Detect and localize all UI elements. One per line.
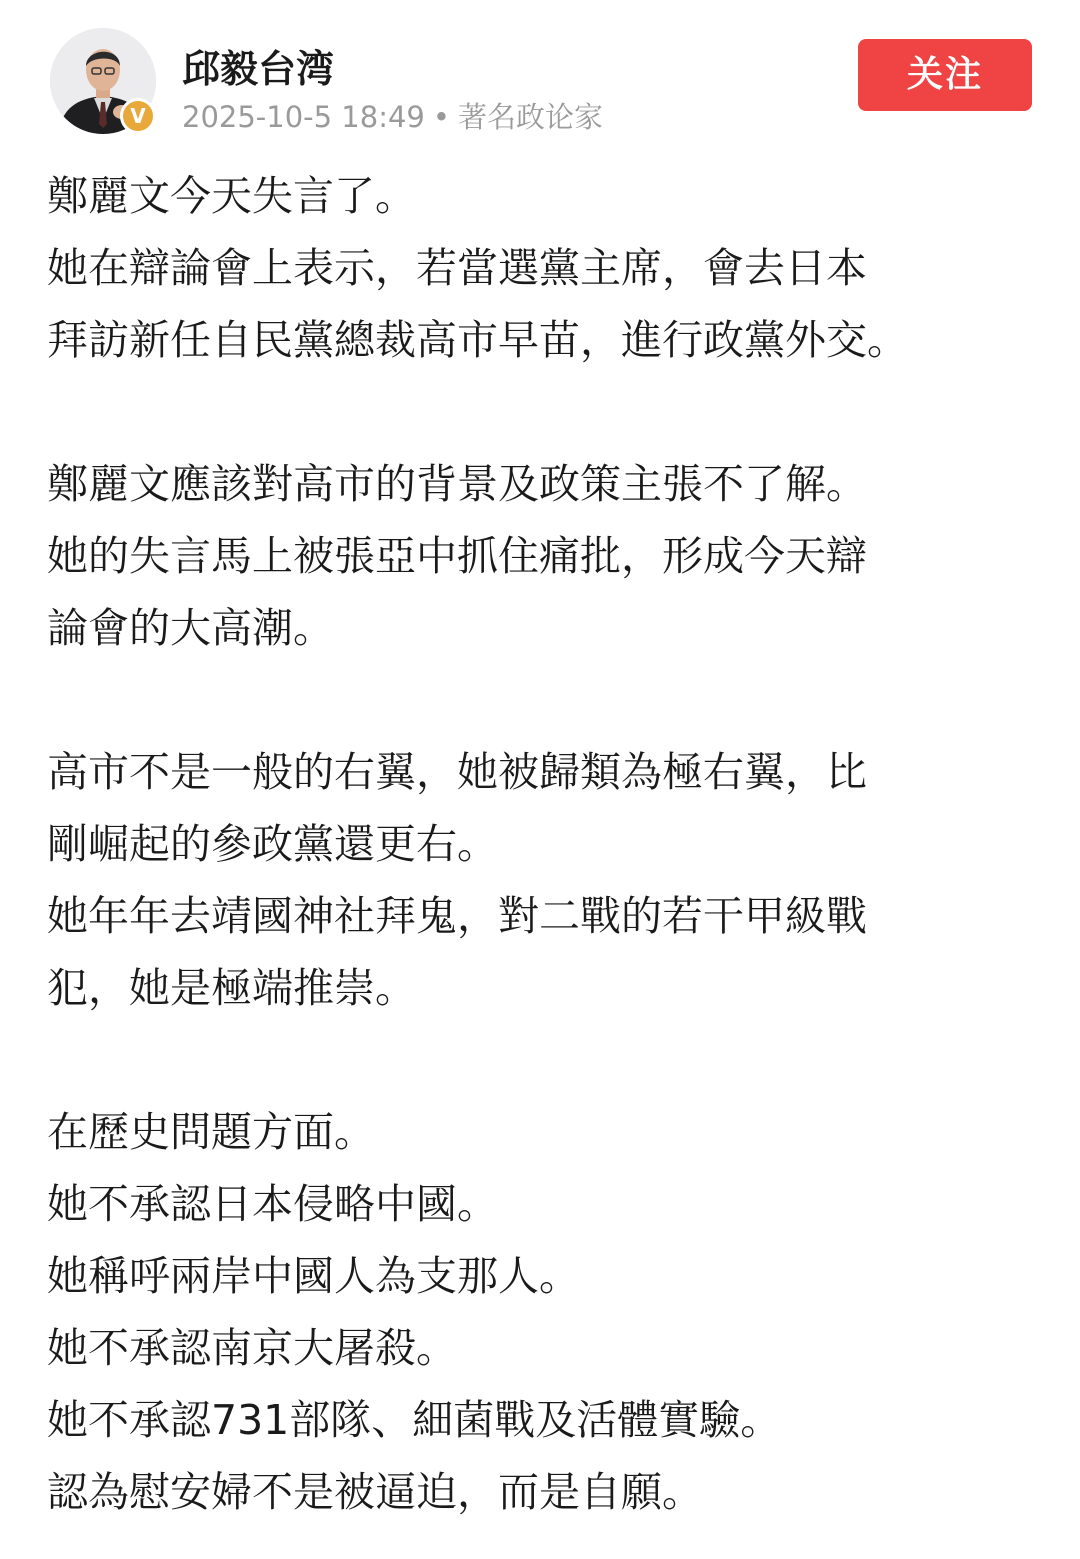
post-line: 拜訪新任自民黨總裁高市早苗，進行政黨外交。 — [47, 316, 908, 364]
post-line: 她年年去靖國神社拜鬼，對二戰的若干甲級戰 — [47, 892, 867, 940]
post-line: 鄭麗文應該對高市的背景及政策主張不了解。 — [47, 460, 867, 508]
post-line: 犯，她是極端推崇。 — [47, 964, 416, 1012]
post-line: 她稱呼兩岸中國人為支那人。 — [47, 1252, 580, 1300]
post-line: 在歷史問題方面。 — [47, 1108, 375, 1156]
post-line: 論會的大高潮。 — [47, 604, 334, 652]
post-line: 鄭麗文今天失言了。 — [47, 172, 416, 220]
post-body — [47, 160, 1057, 1528]
verified-badge-icon: V — [120, 98, 156, 134]
author-avatar[interactable] — [50, 28, 156, 134]
post-line: 高市不是一般的右翼，她被歸類為極右翼，比 — [47, 748, 867, 796]
post-line: 剛崛起的參政黨還更右。 — [47, 820, 498, 868]
post-line: 她不承認南京大屠殺。 — [47, 1324, 457, 1372]
paragraph-gap — [47, 376, 1057, 448]
post-timestamp: 2025-10-5 18:49 — [182, 100, 425, 134]
author-name[interactable]: 邱毅台湾 — [182, 47, 335, 91]
paragraph-gap — [47, 664, 1057, 736]
post-meta — [182, 95, 603, 136]
post-line: 她的失言馬上被張亞中抓住痛批，形成今天辯 — [47, 532, 867, 580]
post-line: 她在辯論會上表示，若當選黨主席，會去日本 — [47, 244, 867, 292]
post-line: 她不承認731部隊、細菌戰及活體實驗。 — [47, 1396, 782, 1444]
post-header — [0, 0, 1080, 150]
author-title: 著名政论家 — [457, 100, 603, 134]
meta-separator: • — [432, 100, 450, 134]
paragraph-gap — [47, 1024, 1057, 1096]
post-line: 認為慰安婦不是被逼迫，而是自願。 — [47, 1468, 703, 1516]
follow-button[interactable]: 关注 — [858, 39, 1032, 111]
post-line: 她不承認日本侵略中國。 — [47, 1180, 498, 1228]
